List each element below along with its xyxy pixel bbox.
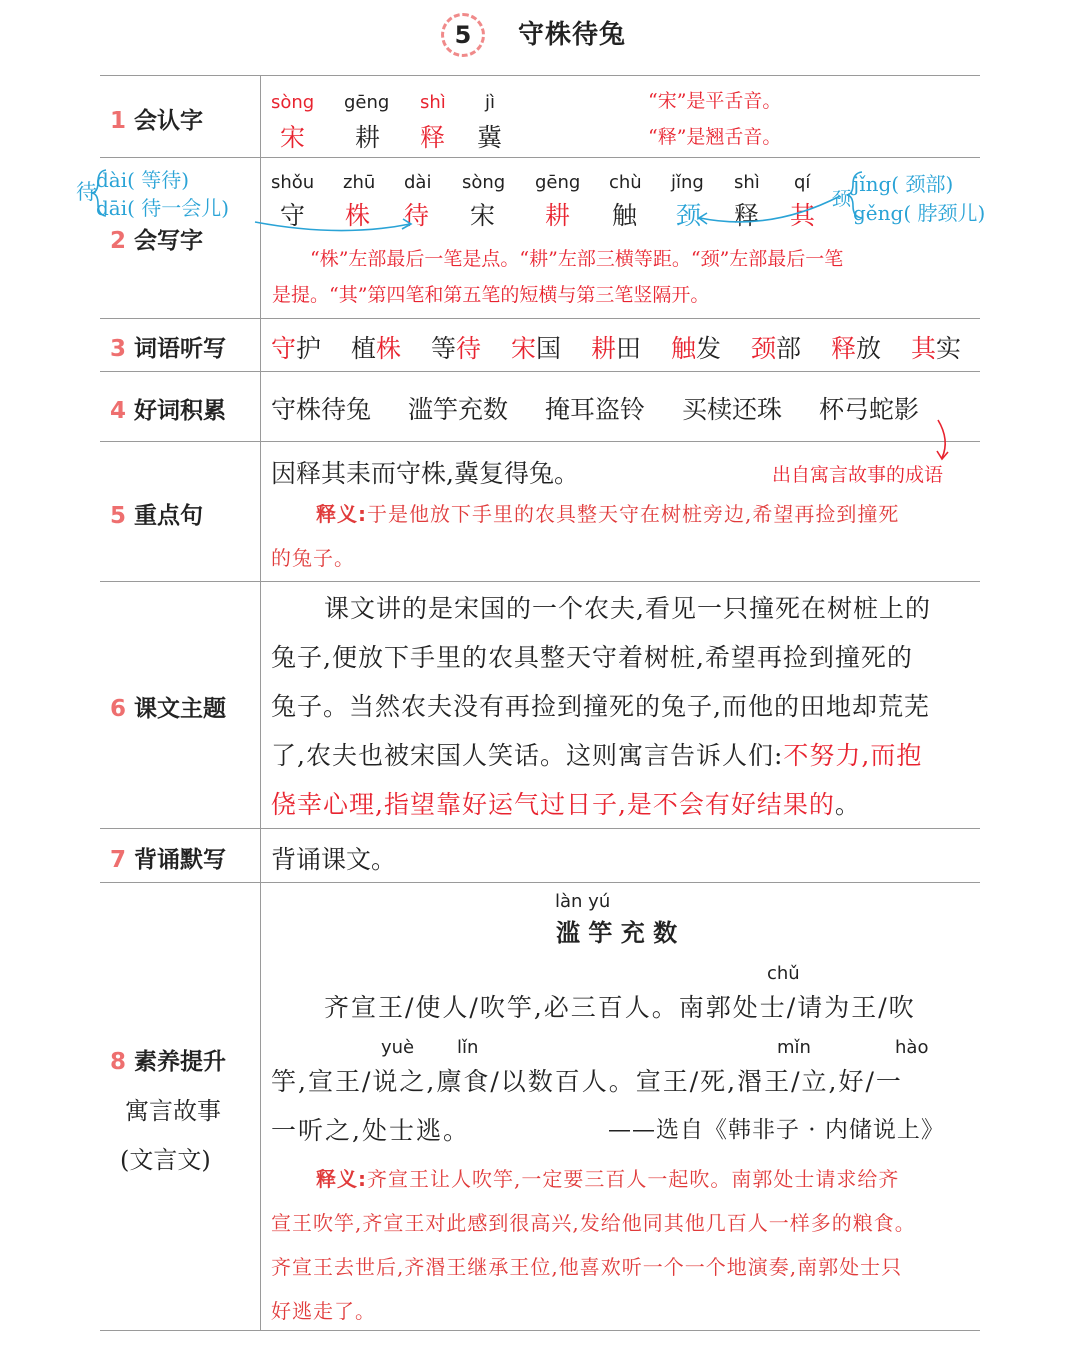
word: 等待 [431,334,482,363]
pinyin: jì [485,92,496,113]
annotation-note: “宋”是平舌音。 [648,90,782,112]
char: 释 [420,123,446,152]
char: 触 [612,201,638,230]
pinyin: mǐn [777,1037,811,1058]
char: 株 [345,201,371,230]
fable-line: 齐宣王/使人/吹竽,必三百人。南郭处士/请为王/吹 [324,993,916,1022]
idiom: 守株待兔 [271,395,372,424]
char: 耕 [355,123,381,152]
row-label: 1 会认字 [110,108,204,134]
row-label: 5 重点句 [110,503,204,529]
explanation: 的兔子。 [271,546,355,570]
word: 宋国 [511,334,562,363]
theme-line: 侥幸心理,指望靠好运气过日子,是不会有好结果的。 [271,790,861,819]
word: 颈部 [751,334,802,363]
fable-line: 一听之,处士逃。 [271,1116,470,1145]
annotation-note: 出自寓言故事的成语 [772,464,944,486]
char: 颈 [676,201,702,230]
char: 宋 [280,123,306,152]
row-label: 6 课文主题 [110,696,227,722]
char: 耕 [545,201,571,230]
char: 冀 [477,123,503,152]
idiom: 买椟还珠 [682,395,783,424]
pinyin: shì [734,172,760,193]
idiom: 掩耳盗铃 [545,395,646,424]
pinyin: làn yú [555,891,611,912]
pinyin: chù [609,172,642,193]
annotation-note: 是提。“其”第四笔和第五笔的短横与第三笔竖隔开。 [272,284,710,306]
theme-line: 课文讲的是宋国的一个农夫,看见一只撞死在树桩上的 [324,594,931,623]
word: 释放 [831,334,882,363]
char: 释 [734,201,760,230]
row-label: 7 背诵默写 [110,847,227,873]
lesson-number-badge: 5 [441,13,485,57]
word: 植株 [351,334,402,363]
polyphone-reading: dāi( 待一会儿) [96,196,230,220]
polyphone-char: 待 [76,180,97,204]
row-label: 8 素养提升 [110,1049,227,1075]
char: 待 [404,201,430,230]
char: 宋 [470,201,496,230]
pinyin: qí [794,172,811,193]
theme-line: 了,农夫也被宋国人笑话。这则寓言告诉人们:不努力,而抱 [271,741,923,770]
theme-line: 兔子。当然农夫没有再捡到撞死的兔子,而他的田地却荒芜 [271,692,930,721]
pinyin: gēng [535,172,581,193]
polyphone-reading: gěng( 脖颈儿) [853,201,986,225]
pinyin: yuè [381,1037,415,1058]
recite-text: 背诵课文。 [271,845,397,874]
row-label: 4 好词积累 [110,398,227,424]
polyphone-reading: jǐng( 颈部) [853,172,954,196]
fable-line: 竽,宣王/说之,廪食/以数百人。宣王/死,湣王/立,好/一 [271,1067,903,1096]
annotation-note: “株”左部最后一笔是点。“耕”左部三横等距。“颈”左部最后一笔 [310,248,844,270]
theme-line: 兔子,便放下手里的农具整天守着树桩,希望再捡到撞死的 [271,643,913,672]
row-sublabel: 寓言故事 [125,1097,221,1125]
pinyin: shǒu [271,172,315,193]
word: 耕田 [591,334,642,363]
lesson-title: 守株待兔 [518,20,627,50]
row-label: 2 会写字 [110,228,204,254]
pinyin: shì [420,92,446,113]
word: 守护 [271,334,322,363]
row-sublabel: (文言文) [120,1146,211,1174]
char: 其 [790,201,816,230]
pinyin: hào [895,1037,929,1058]
idiom: 杯弓蛇影 [819,395,920,424]
polyphone-char: 颈 [832,188,852,210]
word: 其实 [911,334,962,363]
pinyin: lǐn [457,1037,479,1058]
explanation: 宣王吹竽,齐宣王对此感到很高兴,发给他同其他几百人一样多的粮食。 [271,1211,916,1235]
key-sentence: 因释其耒而守株,冀复得兔。 [271,459,579,488]
row-label: 3 词语听写 [110,336,227,362]
pinyin: sòng [462,172,506,193]
explanation: 齐宣王去世后,齐湣王继承王位,他喜欢听一个一个地演奏,南郭处士只 [271,1255,903,1279]
pinyin: dài [404,172,432,193]
pinyin: chǔ [767,963,800,984]
annotation-note: “释”是翘舌音。 [648,126,782,148]
pinyin: zhū [343,172,376,193]
idiom: 滥竽充数 [408,395,509,424]
fable-title: 滥 竽 充 数 [556,919,678,947]
fable-source: ——选自《韩非子 · 内储说上》 [608,1117,945,1143]
explanation: 释义:齐宣王让人吹竽,一定要三百人一起吹。南郭处士请求给齐 [316,1167,900,1191]
pinyin: gēng [344,92,390,113]
explanation: 释义:于是他放下手里的农具整天守在树桩旁边,希望再捡到撞死 [316,502,900,526]
polyphone-reading: dài( 等待) [96,168,190,192]
pinyin: sòng [271,92,315,113]
explanation: 好逃走了。 [271,1299,376,1323]
char: 守 [280,201,306,230]
pinyin: jǐng [671,172,704,193]
word: 触发 [671,334,722,363]
